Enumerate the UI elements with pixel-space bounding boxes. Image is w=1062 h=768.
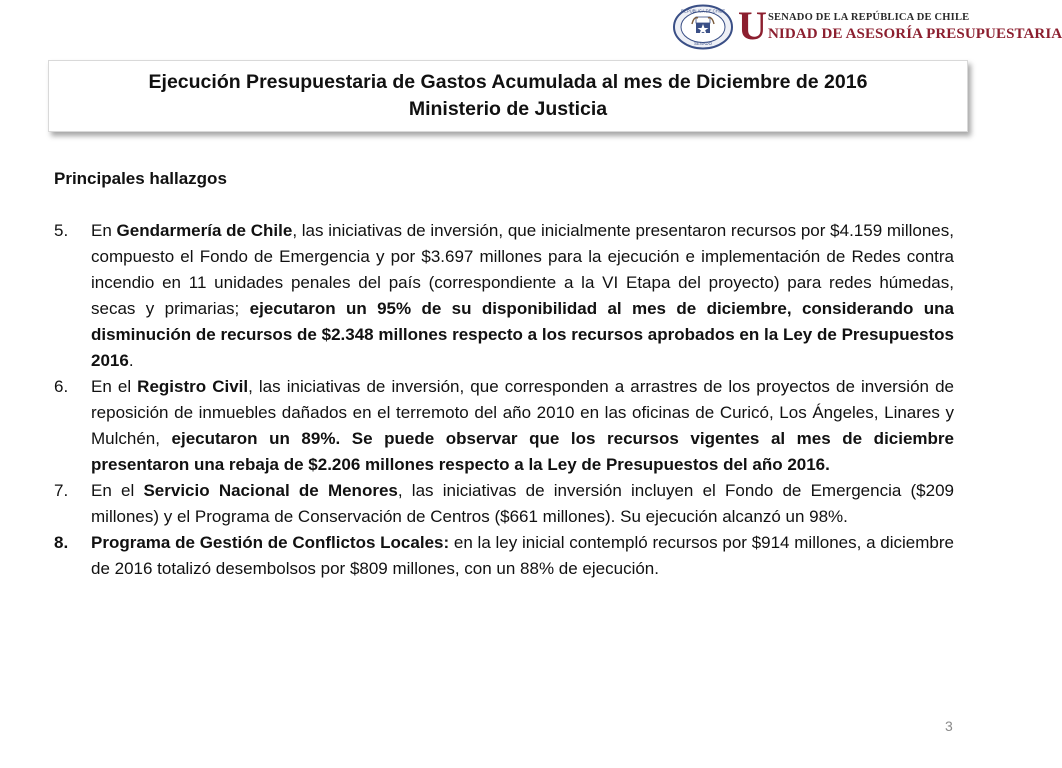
title-box bbox=[48, 60, 968, 132]
finding-entity: Programa de Gestión de Conflictos Locales: bbox=[91, 533, 450, 552]
logo-senate-name: SENADO DE LA REPÚBLICA DE CHILE bbox=[768, 12, 970, 23]
finding-text: en la ley inicial contempló recursos por $914 millones, a diciembre de 2016 totalizó desembolsos por $809 millones, con un 88% de ejecución. bbox=[91, 533, 954, 578]
findings-list bbox=[54, 218, 954, 582]
finding-item bbox=[54, 530, 954, 582]
finding-highlight: ejecutaron un 95% de su disponibilidad al mes de diciembre, considerando una disminución de recursos de $2.348 millones respecto a los recursos aprobados en la Ley de Presupuestos 2016 bbox=[91, 299, 955, 370]
finding-number: 5. bbox=[54, 221, 69, 240]
finding-text: En bbox=[91, 221, 117, 240]
finding-number: 6. bbox=[54, 377, 69, 396]
finding-entity: Servicio Nacional de Menores bbox=[143, 481, 398, 500]
finding-item bbox=[54, 374, 954, 478]
logo-unit-name: NIDAD DE ASESORÍA PRESUPUESTARIA bbox=[768, 26, 1062, 42]
page-number: 3 bbox=[945, 718, 953, 734]
finding-text: , las iniciativas de inversión incluyen el Fondo de Emergencia ($209 millones) y el Programa de Conservación de Centros ($661 millones). Su ejecución alcanzó un 98%. bbox=[91, 481, 954, 526]
finding-entity: Gendarmería de Chile bbox=[116, 221, 293, 240]
finding-text: , las iniciativas de inversión, que corresponden a arrastres de los proyectos de inversión de reposición de inmuebles dañados en el terremoto del año 2010 en las oficinas de Curicó, Los Ángeles, Linares y Mulchén, bbox=[91, 377, 954, 448]
finding-text: En el bbox=[91, 377, 138, 396]
finding-text: En el bbox=[91, 481, 144, 500]
finding-highlight: ejecutaron un 89%. Se puede observar que los recursos vigentes al mes de diciembre presentaron una rebaja de $2.206 millones respecto a la Ley de Presupuestos del año 2016. bbox=[91, 429, 954, 474]
title-main: Ejecución Presupuestaria de Gastos Acumulada al mes de Diciembre de 2016 bbox=[148, 71, 868, 93]
finding-item bbox=[54, 218, 954, 374]
finding-text: . bbox=[128, 351, 134, 370]
logo-initial: U bbox=[738, 3, 767, 48]
finding-item bbox=[54, 478, 954, 530]
section-heading: Principales hallazgos bbox=[54, 169, 227, 188]
senate-seal-icon bbox=[672, 4, 734, 50]
finding-entity: Registro Civil bbox=[137, 377, 249, 396]
finding-number: 7. bbox=[54, 481, 69, 500]
seal-lettering: REPÚBLICA DE CHILE bbox=[681, 8, 725, 14]
finding-number: 8. bbox=[54, 533, 69, 552]
seal-lettering-bottom: SENADO bbox=[694, 41, 712, 46]
finding-text: , las iniciativas de inversión, que inicialmente presentaron recursos por $4.159 millones, compuesto el Fondo de Emergencia y por $3.697 millones para la ejecución e implementación de Redes contra incendio en 11 unidades penales del país (correspondiente a la VI Etapa del proyecto) para redes húmedas, secas y primarias; bbox=[91, 221, 954, 318]
senado-logo bbox=[672, 3, 1062, 52]
title-ministry: Ministerio de Justicia bbox=[408, 98, 608, 120]
